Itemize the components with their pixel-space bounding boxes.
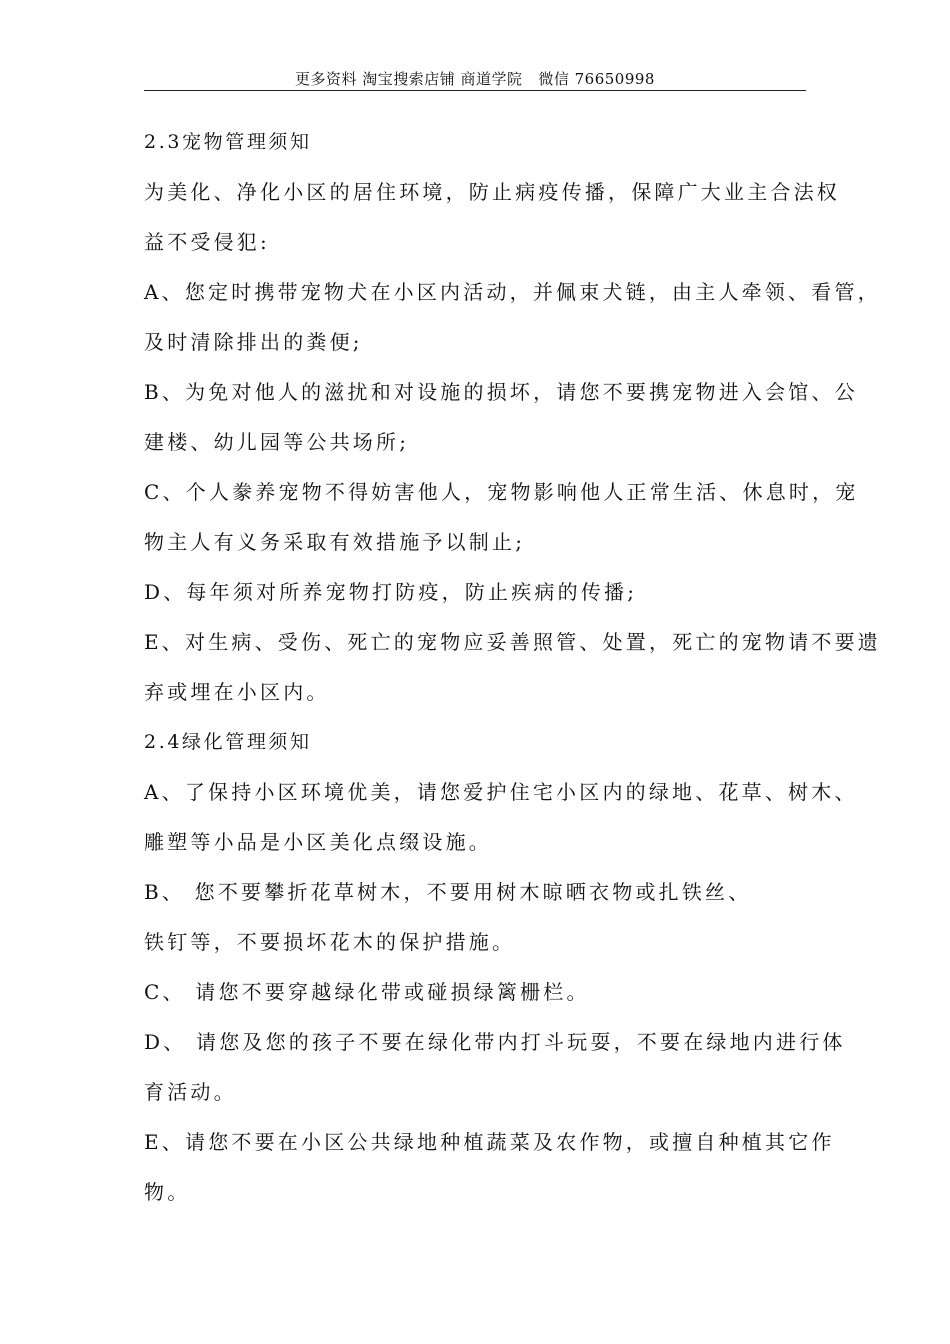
section-heading-pet: 2.3宠物管理须知 xyxy=(144,131,312,153)
paragraph-line: D、 请您及您的孩子不要在绿化带内打斗玩耍，不要在绿地内进行体 xyxy=(144,1030,846,1054)
section-heading-greening: 2.4绿化管理须知 xyxy=(144,731,312,753)
paragraph-line: 益不受侵犯: xyxy=(144,230,270,254)
paragraph-line: A、您定时携带宠物犬在小区内活动，并佩束犬链，由主人牵领、看管， xyxy=(144,280,881,304)
page-header xyxy=(144,66,806,91)
paragraph-line: E、对生病、受伤、死亡的宠物应妥善照管、处置，死亡的宠物请不要遗 xyxy=(144,630,881,654)
paragraph-line: 铁钉等，不要损坏花木的保护措施。 xyxy=(144,930,516,954)
header-text: 更多资料 淘宝搜索店铺 商道学院 微信 76650998 xyxy=(295,70,655,88)
paragraph-line: 及时清除排出的粪便; xyxy=(144,330,363,354)
paragraph-line: 物主人有义务采取有效措施予以制止; xyxy=(144,530,526,554)
paragraph-line: B、为免对他人的滋扰和对设施的损坏，请您不要携宠物进入会馆、公 xyxy=(144,380,858,404)
paragraph-line: C、 请您不要穿越绿化带或碰损绿篱栅栏。 xyxy=(144,980,590,1004)
paragraph-line: 弃或埋在小区内。 xyxy=(144,680,330,704)
paragraph-line: E、请您不要在小区公共绿地种植蔬菜及农作物，或擅自种植其它作 xyxy=(144,1130,835,1154)
paragraph-line: B、 您不要攀折花草树木，不要用树木晾晒衣物或扎铁丝、 xyxy=(144,880,752,904)
paragraph-line: 物。 xyxy=(144,1180,191,1204)
paragraph-line: 育活动。 xyxy=(144,1080,237,1104)
paragraph-line: 雕塑等小品是小区美化点缀设施。 xyxy=(144,830,492,854)
paragraph-line: D、每年须对所养宠物打防疫，防止疾病的传播; xyxy=(144,580,638,604)
paragraph-line: 为美化、净化小区的居住环境，防止病疫传播，保障广大业主合法权 xyxy=(144,180,840,204)
paragraph-line: 建楼、幼儿园等公共场所; xyxy=(144,430,410,454)
paragraph-line: C、个人豢养宠物不得妨害他人，宠物影响他人正常生活、休息时，宠 xyxy=(144,480,859,504)
paragraph-line: A、了保持小区环境优美，请您爱护住宅小区内的绿地、花草、树木、 xyxy=(144,780,858,804)
